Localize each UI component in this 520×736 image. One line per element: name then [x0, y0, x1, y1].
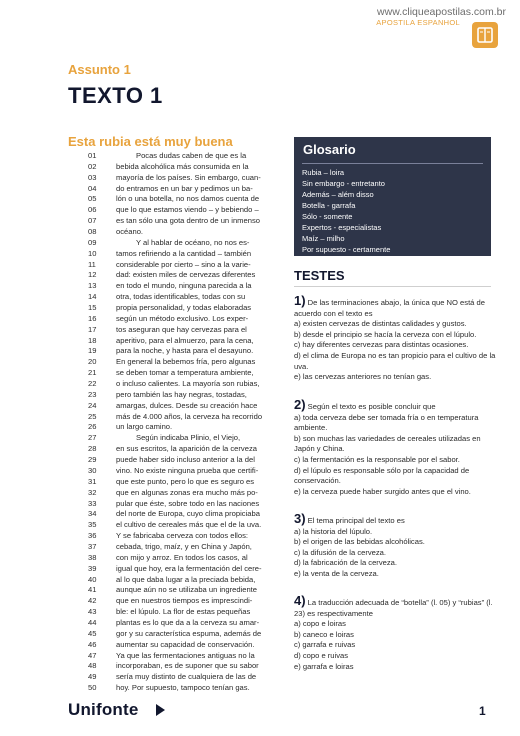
article-line: [88, 499, 281, 510]
line-text: o incluso calientes. La mayoría son rubias,: [116, 379, 260, 389]
question-text: De las terminaciones abajo, la única que NO está de acuerdo con el texto es: [294, 298, 485, 318]
line-text: según un método exclusivo. Los exper-: [116, 313, 249, 323]
line-text: vino. No existe ninguna prueba que certifi-: [116, 465, 259, 475]
article-line: [88, 205, 281, 216]
glossary-item: Botella - garrafa: [302, 201, 356, 210]
article-body: [88, 151, 281, 694]
glossary-item: Expertos - especialistas: [302, 223, 382, 232]
assunto-label: Assunto 1: [68, 62, 131, 77]
answer-option[interactable]: b) son muchas las variedades de cereales utilizadas en Japón y China.: [294, 433, 481, 454]
question-text: El tema principal del texto es: [305, 516, 405, 525]
article-line: [88, 618, 281, 629]
line-text: que este punto, pero lo que es seguro es: [116, 476, 255, 486]
answer-option[interactable]: d) el lúpulo es responsable sólo por la capacidad de conservación.: [294, 465, 470, 486]
line-text: se deben tomar a temperatura ambiente,: [116, 368, 254, 378]
answer-option[interactable]: d) la fabricación de la cerveza.: [294, 558, 397, 568]
article-line: [88, 553, 281, 564]
article-line: [88, 422, 281, 433]
line-text: que en algunas zonas era mucho más po-: [116, 487, 258, 497]
play-arrow-icon: [156, 704, 165, 716]
line-number: 02: [88, 161, 97, 171]
line-number: 35: [88, 520, 97, 530]
line-number: 31: [88, 476, 97, 486]
article-line: [88, 216, 281, 227]
article-line: [88, 238, 281, 249]
article-line: [88, 477, 281, 488]
line-number: 27: [88, 433, 97, 443]
glossary-title: Glosario: [303, 142, 356, 157]
answer-option[interactable]: a) toda cerveza debe ser tomada fría o en temperatura ambiente.: [294, 412, 479, 433]
article-line: [88, 607, 281, 618]
line-number: 38: [88, 552, 97, 562]
article-line: [88, 336, 281, 347]
article-line: [88, 194, 281, 205]
line-text: aunque aún no se utilizaba un ingrediente: [116, 585, 258, 595]
article-line: [88, 346, 281, 357]
line-text: océano.: [116, 227, 144, 237]
line-number: 11: [88, 259, 96, 269]
line-text: tamos refiriendo a la cantidad – también: [116, 248, 252, 258]
line-number: 50: [88, 683, 97, 693]
question-stem: [294, 593, 498, 619]
article-line: [88, 314, 281, 325]
article-line: [88, 585, 281, 596]
answer-option[interactable]: c) la difusión de la cerveza.: [294, 547, 387, 557]
line-number: 04: [88, 183, 97, 193]
article-line: [88, 162, 281, 173]
line-number: 26: [88, 422, 97, 432]
line-number: 07: [88, 216, 97, 226]
line-text: en todo el mundo, ninguna parecida a la: [116, 281, 252, 291]
line-text: plantas es lo que da a la cerveza su amar-: [116, 617, 260, 627]
line-text: que lo que estamos viendo – y bebiendo –: [116, 205, 259, 215]
line-text: mayoría de los países. Sin embargo, cuan-: [116, 172, 261, 182]
question-stem: [294, 397, 498, 413]
line-number: 06: [88, 205, 97, 215]
line-number: 46: [88, 639, 97, 649]
line-number: 47: [88, 650, 97, 660]
question-number: 1): [294, 293, 306, 308]
line-text: Y al hablar de océano, no nos es-: [136, 237, 250, 247]
question-number: 4): [294, 593, 306, 608]
answer-option[interactable]: a) copo e loiras: [294, 619, 346, 629]
line-number: 24: [88, 400, 97, 410]
question-stem: [294, 511, 498, 527]
article-line: [88, 249, 281, 260]
line-text: amargas, dulces. Desde su creación hace: [116, 400, 258, 410]
line-number: 09: [88, 237, 97, 247]
line-text: Y se fabricaba cerveza con todos ellos:: [116, 531, 248, 541]
article-line: [88, 325, 281, 336]
question-1: [294, 293, 498, 383]
line-number: 42: [88, 596, 97, 606]
line-text: cebada, trigo, maíz, y en China y Japón,: [116, 541, 252, 551]
answer-option[interactable]: c) hay diferentes cervezas para distintas ocasiones.: [294, 340, 469, 350]
article-line: [88, 661, 281, 672]
testes-heading: TESTES: [294, 268, 345, 283]
testes-divider: [294, 286, 491, 287]
line-number: 25: [88, 411, 97, 421]
line-text: el cultivo de cereales más que el de la uva.: [116, 520, 262, 530]
answer-option[interactable]: e) la venta de la cerveza.: [294, 568, 379, 578]
line-text: igual que hoy, era la fermentación del cere-: [116, 563, 262, 573]
line-text: Ya que las fermentaciones antiguas no la: [116, 650, 255, 660]
question-number: 2): [294, 397, 306, 412]
line-number: 19: [88, 346, 97, 356]
article-line: [88, 260, 281, 271]
answer-option[interactable]: b) desde el principio se hacía la cerveza con el lúpulo.: [294, 329, 477, 339]
line-number: 16: [88, 313, 97, 323]
answer-option[interactable]: b) el origen de las bebidas alcohólicas.: [294, 537, 425, 547]
article-line: [88, 629, 281, 640]
article-line: [88, 466, 281, 477]
line-text: más de 4.000 años, la cerveza ha recorrido: [116, 411, 263, 421]
line-number: 21: [88, 368, 97, 378]
answer-option[interactable]: a) existen cervezas de distintas calidades y gustos.: [294, 319, 467, 329]
line-number: 13: [88, 281, 97, 291]
article-line: [88, 412, 281, 423]
line-number: 36: [88, 531, 97, 541]
article-line: [88, 292, 281, 303]
glossary-item: Además – além disso: [302, 190, 374, 199]
line-text: Pocas dudas caben de que es la: [136, 151, 247, 160]
answer-option[interactable]: e) las cervezas anteriores no tenían gas.: [294, 372, 432, 382]
line-text: dad: existen miles de cervezas diferentes: [116, 270, 256, 280]
line-number: 17: [88, 324, 97, 334]
question-2: [294, 397, 498, 497]
article-line: [88, 281, 281, 292]
line-text: En general la bebemos fría, pero algunas: [116, 357, 256, 367]
line-text: hoy. Por supuesto, tampoco tenían gas.: [116, 683, 250, 693]
line-text: gor y su característica espuma, además de: [116, 628, 262, 638]
article-line: [88, 401, 281, 412]
line-number: 34: [88, 509, 97, 519]
answer-option[interactable]: e) garrafa e loiras: [294, 661, 354, 671]
article-line: [88, 542, 281, 553]
article-line: [88, 390, 281, 401]
line-text: otra, todas identificables, todas con su: [116, 292, 246, 302]
unifonte-logo: Unifonte: [68, 700, 139, 719]
article-line: [88, 151, 281, 162]
article-line: [88, 303, 281, 314]
line-number: 23: [88, 389, 97, 399]
glossary-divider: [302, 163, 483, 164]
line-number: 33: [88, 498, 97, 508]
line-number: 22: [88, 379, 97, 389]
line-number: 30: [88, 465, 97, 475]
line-text: puede haber sido incluso anterior a la del: [116, 455, 255, 465]
glossary-item: Maíz – milho: [302, 234, 345, 243]
line-text: bebida alcohólica más consumida en la: [116, 161, 249, 171]
line-text: Según indicaba Plinio, el Viejo,: [136, 433, 241, 443]
book-icon: [472, 22, 498, 48]
article-line: [88, 227, 281, 238]
answer-option[interactable]: a) la historia del lúpulo.: [294, 526, 373, 536]
article-line: [88, 433, 281, 444]
article-line: [88, 455, 281, 466]
page-number: 1: [479, 704, 486, 718]
page-title: TEXTO 1: [68, 83, 163, 108]
article-line: [88, 270, 281, 281]
apostila-subtitle: APOSTILA ESPANHOL: [376, 18, 460, 27]
question-4: [294, 593, 498, 672]
answer-option[interactable]: b) caneco e loiras: [294, 629, 354, 639]
line-number: 48: [88, 661, 97, 671]
line-number: 05: [88, 194, 97, 204]
line-number: 01: [88, 151, 97, 160]
article-line: [88, 640, 281, 651]
article-line: [88, 520, 281, 531]
answer-option[interactable]: e) la cerveza puede haber surgido antes que el vino.: [294, 486, 471, 496]
article-line: [88, 575, 281, 586]
line-text: considerable por cierto – sino a la varie-: [116, 259, 251, 269]
article-line: [88, 564, 281, 575]
glossary-list: [302, 167, 390, 255]
line-number: 03: [88, 172, 97, 182]
line-number: 40: [88, 574, 97, 584]
line-text: lón o una botella, no nos damos cuenta de: [116, 194, 260, 204]
line-text: do entramos en un bar y pedimos un ba-: [116, 183, 253, 193]
article-line: [88, 509, 281, 520]
question-text: Según el texto es posible concluir que: [305, 402, 436, 411]
article-line: [88, 173, 281, 184]
answer-option[interactable]: d) el clima de Europa no es tan propicio para el cultivo de la uva.: [294, 350, 496, 371]
line-number: 12: [88, 270, 97, 280]
line-number: 18: [88, 335, 97, 345]
answer-option[interactable]: d) copo e ruivas: [294, 650, 349, 660]
line-number: 37: [88, 541, 97, 551]
glossary-item: Rubia – loira: [302, 168, 345, 177]
line-text: aumentar su capacidad de conservación.: [116, 639, 255, 649]
site-url[interactable]: www.cliqueapostilas.com.br: [377, 6, 506, 18]
question-3: [294, 511, 498, 580]
line-text: al lo que daba lugar a la preciada bebida,: [116, 574, 256, 584]
line-number: 15: [88, 303, 97, 313]
line-text: propia personalidad, y todas elaboradas: [116, 303, 252, 313]
line-number: 10: [88, 248, 97, 258]
line-number: 45: [88, 628, 97, 638]
line-number: 44: [88, 617, 97, 627]
glossary-item: Por supuesto - certamente: [302, 245, 391, 254]
article-line: [88, 379, 281, 390]
line-text: con mijo y arroz. En todos los casos, al: [116, 552, 248, 562]
line-number: 29: [88, 455, 97, 465]
line-text: incorporaban, es de suponer que su sabor: [116, 661, 259, 671]
article-line: [88, 672, 281, 683]
article-line: [88, 531, 281, 542]
answer-option[interactable]: c) la fermentación es la responsable por el sabor.: [294, 454, 460, 464]
article-line: [88, 357, 281, 368]
line-text: sería muy distinto de cualquiera de las de: [116, 672, 257, 682]
article-title: Esta rubia está muy buena: [68, 134, 233, 149]
glossary-box: [294, 137, 491, 256]
line-text: tos aseguran que hay cervezas para el: [116, 324, 247, 334]
article-line: [88, 444, 281, 455]
article-line: [88, 596, 281, 607]
answer-option[interactable]: c) garrafa e ruivas: [294, 640, 356, 650]
article-line: [88, 184, 281, 195]
question-number: 3): [294, 511, 306, 526]
article-line: [88, 683, 281, 694]
line-number: 41: [88, 585, 97, 595]
line-number: 49: [88, 672, 97, 682]
line-text: ble: el lúpulo. La flor de estas pequeñas: [116, 607, 251, 617]
line-text: un largo camino.: [116, 422, 173, 432]
article-line: [88, 488, 281, 499]
line-number: 43: [88, 607, 97, 617]
line-text: aperitivo, para el almuerzo, para la cena,: [116, 335, 254, 345]
question-text: La traducción adecuada de “botella” (l. 05) y “rubias” (l. 23) es respectivamente: [294, 598, 493, 618]
line-text: para la noche, y hasta para el desayuno.: [116, 346, 254, 356]
line-text: pular que éste, sobre todo en las naciones: [116, 498, 260, 508]
line-number: 14: [88, 292, 97, 302]
article-line: [88, 368, 281, 379]
line-number: 32: [88, 487, 97, 497]
line-text: en sus escritos, la aparición de la cerveza: [116, 444, 257, 454]
line-text: es tan sólo una gota dentro de un inmenso: [116, 216, 260, 226]
question-stem: [294, 293, 498, 319]
line-text: que en nuestros tiempos es imprescindi-: [116, 596, 253, 606]
line-number: 08: [88, 227, 97, 237]
glossary-item: Sólo - somente: [302, 212, 353, 221]
glossary-item: Sin embargo - entretanto: [302, 179, 385, 188]
line-number: 39: [88, 563, 97, 573]
line-number: 20: [88, 357, 97, 367]
article-line: [88, 651, 281, 662]
line-number: 28: [88, 444, 97, 454]
line-text: pero también las hay negras, tostadas,: [116, 389, 247, 399]
line-text: del norte de Europa, cuyo clima propiciaba: [116, 509, 260, 519]
